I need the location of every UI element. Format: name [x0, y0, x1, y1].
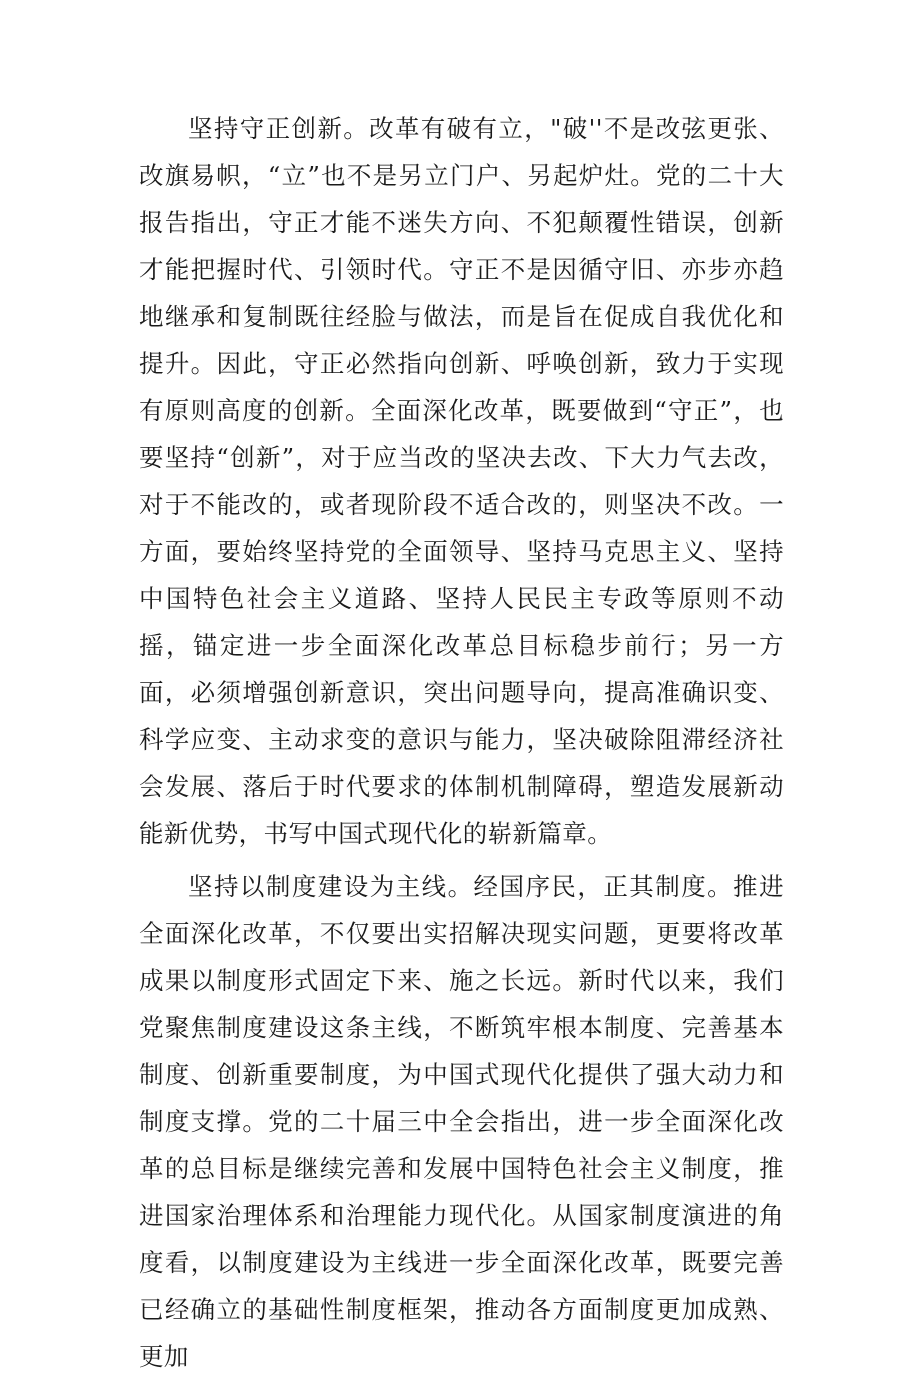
document-body: [139, 105, 784, 1386]
paragraph-upholding-integrity-innovation: 坚持守正创新。改革有破有立，"破''不是改弦更张、改旗易帜，“立”也不是另立门户、另起炉灶。党的二十大报告指出，守正才能不迷失方向、不犯颠覆性错误，创新才能把握时代、引领时代。守正不是因循守旧、亦步亦趋地继承和复制既往经脸与做法，而是旨在促成自我优化和提升。因此，守正必然指向创新、呼唤创新，致力于实现有原则高度的创新。全面深化改革，既要做到“守正”，也要坚持“创新”，对于应当改的坚决去改、下大力气去改，对于不能改的，或者现阶段不适合改的，则坚决不改。一方面，要始终坚持党的全面领导、坚持马克思主义、坚持中国特色社会主义道路、坚持人民民主专政等原则不动摇，锚定进一步全面深化改革总目标稳步前行；另一方面，必须增强创新意识，突出问题导向，提高准确识变、科学应变、主动求变的意识与能力，坚决破除阻滞经济社会发展、落后于时代要求的体制机制障碍，塑造发展新动能新优势，书写中国式现代化的崭新篇章。: [139, 114, 784, 848]
paragraph-institution-building: 坚持以制度建设为主线。经国序民，正其制度。推进全面深化改革，不仅要出实招解决现实问题，更要将改革成果以制度形式固定下来、施之长远。新时代以来，我们党聚焦制度建设这条主线，不断筑牢根本制度、完善基本制度、创新重要制度，为中国式现代化提供了强大动力和制度支撑。党的二十届三中全会指出，进一步全面深化改革的总目标是继续完善和发展中国特色社会主义制度，推进国家治理体系和治理能力现代化。从国家制度演进的角度看，以制度建设为主线进一步全面深化改革，既要完善已经确立的基础性制度框架，推动各方面制度更加成熟、更加: [139, 872, 784, 1371]
